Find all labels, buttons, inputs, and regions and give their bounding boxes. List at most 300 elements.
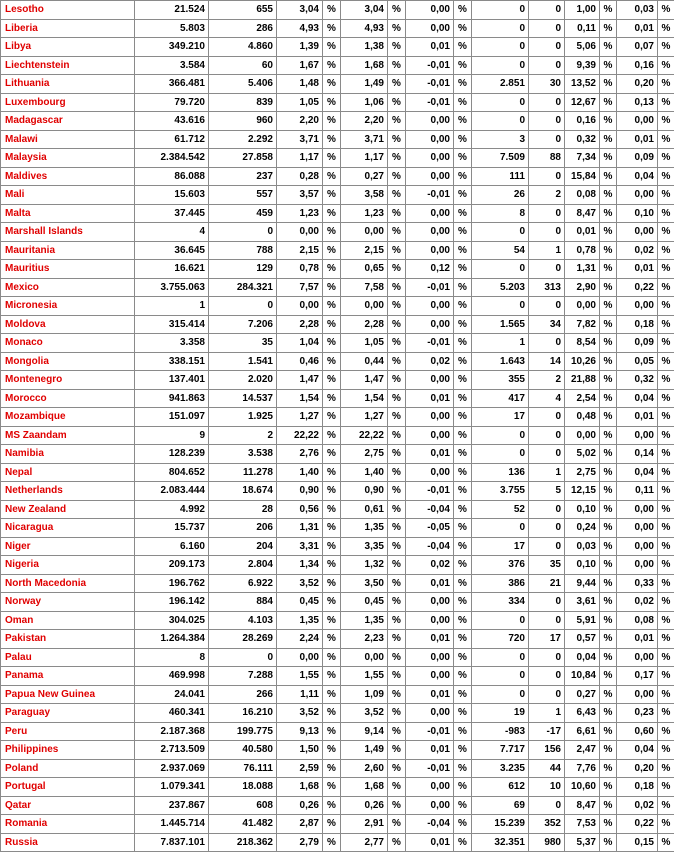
value-cell: 26 <box>472 186 529 205</box>
value-cell: 35 <box>209 334 277 353</box>
value-cell: 2,20 <box>341 112 388 131</box>
country-name-cell: Liberia <box>1 19 135 38</box>
value-cell: 14.537 <box>209 389 277 408</box>
table-row <box>1 519 674 538</box>
value-cell: 36.645 <box>135 241 209 260</box>
value-cell: 0 <box>209 223 277 242</box>
percent-sign-cell: % <box>600 93 617 112</box>
value-cell: 0,01 <box>617 260 658 279</box>
value-cell: 0,18 <box>617 315 658 334</box>
percent-sign-cell: % <box>323 112 341 131</box>
value-cell: 1.264.384 <box>135 630 209 649</box>
country-name-cell: Micronesia <box>1 297 135 316</box>
value-cell: 0 <box>529 611 565 630</box>
value-cell: 980 <box>529 833 565 852</box>
table-row <box>1 389 674 408</box>
percent-sign-cell: % <box>600 408 617 427</box>
value-cell: 315.414 <box>135 315 209 334</box>
value-cell: 0,00 <box>617 426 658 445</box>
value-cell: 1,32 <box>341 556 388 575</box>
table-row <box>1 186 674 205</box>
country-name-cell: Namibia <box>1 445 135 464</box>
table-row <box>1 445 674 464</box>
table-row <box>1 667 674 686</box>
percent-sign-cell: % <box>388 75 406 94</box>
value-cell: 0,02 <box>406 352 454 371</box>
value-cell: -0,01 <box>406 56 454 75</box>
percent-sign-cell: % <box>600 75 617 94</box>
country-name-cell: Papua New Guinea <box>1 685 135 704</box>
percent-sign-cell: % <box>658 685 674 704</box>
percent-sign-cell: % <box>600 778 617 797</box>
country-name-cell: Norway <box>1 593 135 612</box>
value-cell: 1,17 <box>277 149 323 168</box>
percent-sign-cell: % <box>323 722 341 741</box>
value-cell: 0 <box>472 445 529 464</box>
value-cell: 0 <box>529 1 565 20</box>
value-cell: 0 <box>529 223 565 242</box>
percent-sign-cell: % <box>454 611 472 630</box>
value-cell: 304.025 <box>135 611 209 630</box>
percent-sign-cell: % <box>454 815 472 834</box>
value-cell: 0 <box>529 112 565 131</box>
percent-sign-cell: % <box>658 426 674 445</box>
value-cell: 21.524 <box>135 1 209 20</box>
percent-sign-cell: % <box>388 500 406 519</box>
percent-sign-cell: % <box>658 593 674 612</box>
table-row <box>1 315 674 334</box>
value-cell: 1.079.341 <box>135 778 209 797</box>
value-cell: 41.482 <box>209 815 277 834</box>
value-cell: 1,11 <box>277 685 323 704</box>
percent-sign-cell: % <box>323 149 341 168</box>
percent-sign-cell: % <box>323 500 341 519</box>
value-cell: 941.863 <box>135 389 209 408</box>
percent-sign-cell: % <box>658 704 674 723</box>
value-cell: 1,40 <box>341 463 388 482</box>
percent-sign-cell: % <box>388 38 406 57</box>
value-cell: 11.278 <box>209 463 277 482</box>
value-cell: -0,01 <box>406 186 454 205</box>
value-cell: 0 <box>472 426 529 445</box>
percent-sign-cell: % <box>600 630 617 649</box>
percent-sign-cell: % <box>388 667 406 686</box>
percent-sign-cell: % <box>658 204 674 223</box>
value-cell: 0,78 <box>277 260 323 279</box>
value-cell: 0,57 <box>565 630 600 649</box>
percent-sign-cell: % <box>600 537 617 556</box>
percent-sign-cell: % <box>388 519 406 538</box>
value-cell: 0 <box>529 593 565 612</box>
value-cell: -0,04 <box>406 500 454 519</box>
percent-sign-cell: % <box>323 56 341 75</box>
value-cell: 1,35 <box>277 611 323 630</box>
value-cell: 129 <box>209 260 277 279</box>
value-cell: 0 <box>472 685 529 704</box>
percent-sign-cell: % <box>600 500 617 519</box>
value-cell: 8,47 <box>565 796 600 815</box>
percent-sign-cell: % <box>658 519 674 538</box>
value-cell: 17 <box>472 408 529 427</box>
value-cell: 0,01 <box>617 130 658 149</box>
country-name-cell: Nepal <box>1 463 135 482</box>
percent-sign-cell: % <box>658 1 674 20</box>
value-cell: 2 <box>529 186 565 205</box>
percent-sign-cell: % <box>323 426 341 445</box>
value-cell: 0,01 <box>617 630 658 649</box>
value-cell: 10,26 <box>565 352 600 371</box>
value-cell: 0,03 <box>565 537 600 556</box>
percent-sign-cell: % <box>454 389 472 408</box>
value-cell: 3,58 <box>341 186 388 205</box>
value-cell: 0 <box>472 223 529 242</box>
table-row <box>1 204 674 223</box>
table-row <box>1 223 674 242</box>
value-cell: 60 <box>209 56 277 75</box>
percent-sign-cell: % <box>388 537 406 556</box>
value-cell: 28.269 <box>209 630 277 649</box>
percent-sign-cell: % <box>454 667 472 686</box>
value-cell: 204 <box>209 537 277 556</box>
percent-sign-cell: % <box>323 297 341 316</box>
percent-sign-cell: % <box>658 667 674 686</box>
percent-sign-cell: % <box>600 445 617 464</box>
percent-sign-cell: % <box>600 1 617 20</box>
percent-sign-cell: % <box>323 667 341 686</box>
value-cell: 0,00 <box>406 241 454 260</box>
value-cell: 0 <box>529 685 565 704</box>
percent-sign-cell: % <box>658 112 674 131</box>
percent-sign-cell: % <box>454 704 472 723</box>
percent-sign-cell: % <box>323 315 341 334</box>
percent-sign-cell: % <box>388 352 406 371</box>
value-cell: 0,24 <box>565 519 600 538</box>
value-cell: 0,09 <box>617 149 658 168</box>
value-cell: 0,00 <box>617 223 658 242</box>
percent-sign-cell: % <box>658 574 674 593</box>
value-cell: 209.173 <box>135 556 209 575</box>
percent-sign-cell: % <box>388 685 406 704</box>
value-cell: 16.621 <box>135 260 209 279</box>
value-cell: 2,15 <box>341 241 388 260</box>
value-cell: 6.922 <box>209 574 277 593</box>
percent-sign-cell: % <box>600 574 617 593</box>
country-name-cell: Libya <box>1 38 135 57</box>
percent-sign-cell: % <box>600 426 617 445</box>
value-cell: 136 <box>472 463 529 482</box>
value-cell: 4 <box>135 223 209 242</box>
percent-sign-cell: % <box>323 38 341 57</box>
country-name-cell: Mexico <box>1 278 135 297</box>
value-cell: 0 <box>209 297 277 316</box>
value-cell: 352 <box>529 815 565 834</box>
value-cell: 2,28 <box>341 315 388 334</box>
table-row <box>1 278 674 297</box>
value-cell: 0 <box>529 408 565 427</box>
value-cell: 54 <box>472 241 529 260</box>
percent-sign-cell: % <box>388 741 406 760</box>
percent-sign-cell: % <box>323 408 341 427</box>
value-cell: -0,01 <box>406 334 454 353</box>
value-cell: 7,53 <box>565 815 600 834</box>
value-cell: 0 <box>472 648 529 667</box>
value-cell: 0,01 <box>406 38 454 57</box>
percent-sign-cell: % <box>388 426 406 445</box>
value-cell: 0,13 <box>617 93 658 112</box>
value-cell: 199.775 <box>209 722 277 741</box>
value-cell: 0,00 <box>406 167 454 186</box>
value-cell: 0,01 <box>406 741 454 760</box>
country-name-cell: Liechtenstein <box>1 56 135 75</box>
value-cell: 1,50 <box>277 741 323 760</box>
value-cell: 206 <box>209 519 277 538</box>
percent-sign-cell: % <box>323 556 341 575</box>
table-row <box>1 500 674 519</box>
value-cell: 5,91 <box>565 611 600 630</box>
percent-sign-cell: % <box>454 408 472 427</box>
value-cell: 313 <box>529 278 565 297</box>
value-cell: 76.111 <box>209 759 277 778</box>
value-cell: 0,04 <box>617 741 658 760</box>
value-cell: 2,75 <box>341 445 388 464</box>
value-cell: 0,26 <box>277 796 323 815</box>
value-cell: 960 <box>209 112 277 131</box>
value-cell: 8,47 <box>565 204 600 223</box>
percent-sign-cell: % <box>388 167 406 186</box>
percent-sign-cell: % <box>388 19 406 38</box>
value-cell: 0,00 <box>406 778 454 797</box>
percent-sign-cell: % <box>454 833 472 852</box>
value-cell: 12,67 <box>565 93 600 112</box>
value-cell: 1,48 <box>277 75 323 94</box>
value-cell: 32.351 <box>472 833 529 852</box>
table-row <box>1 130 674 149</box>
value-cell: 0,00 <box>406 426 454 445</box>
value-cell: 2.384.542 <box>135 149 209 168</box>
value-cell: 3.755 <box>472 482 529 501</box>
value-cell: 1,38 <box>341 38 388 57</box>
value-cell: 2.187.368 <box>135 722 209 741</box>
percent-sign-cell: % <box>454 741 472 760</box>
percent-sign-cell: % <box>323 130 341 149</box>
percent-sign-cell: % <box>388 1 406 20</box>
value-cell: 0 <box>472 93 529 112</box>
value-cell: 6,61 <box>565 722 600 741</box>
value-cell: 0,18 <box>617 778 658 797</box>
value-cell: 24.041 <box>135 685 209 704</box>
percent-sign-cell: % <box>454 648 472 667</box>
percent-sign-cell: % <box>600 223 617 242</box>
percent-sign-cell: % <box>323 445 341 464</box>
percent-sign-cell: % <box>388 315 406 334</box>
country-name-cell: Marshall Islands <box>1 223 135 242</box>
value-cell: 6,43 <box>565 704 600 723</box>
percent-sign-cell: % <box>323 685 341 704</box>
value-cell: 2,77 <box>341 833 388 852</box>
percent-sign-cell: % <box>388 260 406 279</box>
value-cell: 0,01 <box>406 833 454 852</box>
country-name-cell: Portugal <box>1 778 135 797</box>
table-body <box>1 1 674 852</box>
value-cell: 3,31 <box>277 537 323 556</box>
value-cell: 3.755.063 <box>135 278 209 297</box>
value-cell: 1,40 <box>277 463 323 482</box>
value-cell: 0,32 <box>617 371 658 390</box>
value-cell: 0 <box>529 204 565 223</box>
percent-sign-cell: % <box>454 186 472 205</box>
percent-sign-cell: % <box>323 204 341 223</box>
percent-sign-cell: % <box>454 315 472 334</box>
percent-sign-cell: % <box>323 759 341 778</box>
value-cell: 2,59 <box>277 759 323 778</box>
value-cell: 0,00 <box>617 500 658 519</box>
percent-sign-cell: % <box>388 186 406 205</box>
value-cell: 0,10 <box>565 556 600 575</box>
value-cell: 2,60 <box>341 759 388 778</box>
value-cell: 284.321 <box>209 278 277 297</box>
value-cell: 0,00 <box>406 1 454 20</box>
percent-sign-cell: % <box>323 574 341 593</box>
country-name-cell: Peru <box>1 722 135 741</box>
table-row <box>1 408 674 427</box>
value-cell: 0,22 <box>617 278 658 297</box>
value-cell: 4.103 <box>209 611 277 630</box>
percent-sign-cell: % <box>454 519 472 538</box>
percent-sign-cell: % <box>323 371 341 390</box>
value-cell: 128.239 <box>135 445 209 464</box>
value-cell: 0,44 <box>341 352 388 371</box>
percent-sign-cell: % <box>454 260 472 279</box>
value-cell: 0,78 <box>565 241 600 260</box>
country-name-cell: North Macedonia <box>1 574 135 593</box>
value-cell: 1 <box>529 704 565 723</box>
percent-sign-cell: % <box>600 389 617 408</box>
value-cell: 0,07 <box>617 38 658 57</box>
country-name-cell: Nigeria <box>1 556 135 575</box>
value-cell: 0 <box>529 167 565 186</box>
value-cell: 10 <box>529 778 565 797</box>
percent-sign-cell: % <box>600 593 617 612</box>
value-cell: 355 <box>472 371 529 390</box>
value-cell: 4,93 <box>277 19 323 38</box>
value-cell: 0,04 <box>617 463 658 482</box>
percent-sign-cell: % <box>388 389 406 408</box>
table-row <box>1 593 674 612</box>
value-cell: 7.288 <box>209 667 277 686</box>
percent-sign-cell: % <box>600 204 617 223</box>
percent-sign-cell: % <box>600 611 617 630</box>
value-cell: 338.151 <box>135 352 209 371</box>
percent-sign-cell: % <box>658 556 674 575</box>
percent-sign-cell: % <box>388 204 406 223</box>
percent-sign-cell: % <box>454 593 472 612</box>
value-cell: 5,06 <box>565 38 600 57</box>
value-cell: 0,00 <box>617 537 658 556</box>
value-cell: 0 <box>529 260 565 279</box>
table-row <box>1 704 674 723</box>
value-cell: 0,04 <box>617 389 658 408</box>
value-cell: 1,27 <box>277 408 323 427</box>
value-cell: 86.088 <box>135 167 209 186</box>
percent-sign-cell: % <box>454 722 472 741</box>
value-cell: 0 <box>472 56 529 75</box>
value-cell: 1 <box>135 297 209 316</box>
value-cell: 0,32 <box>565 130 600 149</box>
value-cell: 2,23 <box>341 630 388 649</box>
percent-sign-cell: % <box>658 796 674 815</box>
percent-sign-cell: % <box>323 241 341 260</box>
percent-sign-cell: % <box>323 741 341 760</box>
table-row <box>1 371 674 390</box>
value-cell: -17 <box>529 722 565 741</box>
percent-sign-cell: % <box>323 186 341 205</box>
value-cell: 1,55 <box>277 667 323 686</box>
percent-sign-cell: % <box>454 371 472 390</box>
value-cell: 7.837.101 <box>135 833 209 852</box>
percent-sign-cell: % <box>658 759 674 778</box>
table-row <box>1 778 674 797</box>
value-cell: 0,10 <box>617 204 658 223</box>
value-cell: 21,88 <box>565 371 600 390</box>
value-cell: 804.652 <box>135 463 209 482</box>
percent-sign-cell: % <box>388 833 406 852</box>
value-cell: 788 <box>209 241 277 260</box>
percent-sign-cell: % <box>323 167 341 186</box>
country-name-cell: Qatar <box>1 796 135 815</box>
percent-sign-cell: % <box>323 593 341 612</box>
value-cell: 9,44 <box>565 574 600 593</box>
percent-sign-cell: % <box>388 278 406 297</box>
percent-sign-cell: % <box>600 741 617 760</box>
value-cell: 19 <box>472 704 529 723</box>
percent-sign-cell: % <box>658 833 674 852</box>
country-name-cell: Luxembourg <box>1 93 135 112</box>
country-name-cell: Maldives <box>1 167 135 186</box>
value-cell: 1 <box>472 334 529 353</box>
percent-sign-cell: % <box>454 556 472 575</box>
value-cell: 376 <box>472 556 529 575</box>
percent-sign-cell: % <box>600 278 617 297</box>
value-cell: 14 <box>529 352 565 371</box>
percent-sign-cell: % <box>658 93 674 112</box>
value-cell: 0,00 <box>617 556 658 575</box>
percent-sign-cell: % <box>600 648 617 667</box>
value-cell: 460.341 <box>135 704 209 723</box>
value-cell: 1.565 <box>472 315 529 334</box>
value-cell: 0,02 <box>617 241 658 260</box>
country-name-cell: Mali <box>1 186 135 205</box>
value-cell: 52 <box>472 500 529 519</box>
percent-sign-cell: % <box>454 463 472 482</box>
percent-sign-cell: % <box>600 334 617 353</box>
percent-sign-cell: % <box>600 149 617 168</box>
value-cell: 0,00 <box>406 593 454 612</box>
value-cell: -0,01 <box>406 722 454 741</box>
value-cell: 1,39 <box>277 38 323 57</box>
value-cell: 0,00 <box>277 223 323 242</box>
percent-sign-cell: % <box>658 389 674 408</box>
value-cell: 0 <box>529 426 565 445</box>
value-cell: 0,01 <box>617 408 658 427</box>
value-cell: 1,47 <box>341 371 388 390</box>
value-cell: 10,84 <box>565 667 600 686</box>
value-cell: 0 <box>529 130 565 149</box>
percent-sign-cell: % <box>388 778 406 797</box>
percent-sign-cell: % <box>388 556 406 575</box>
value-cell: 349.210 <box>135 38 209 57</box>
percent-sign-cell: % <box>658 463 674 482</box>
value-cell: 22,22 <box>277 426 323 445</box>
